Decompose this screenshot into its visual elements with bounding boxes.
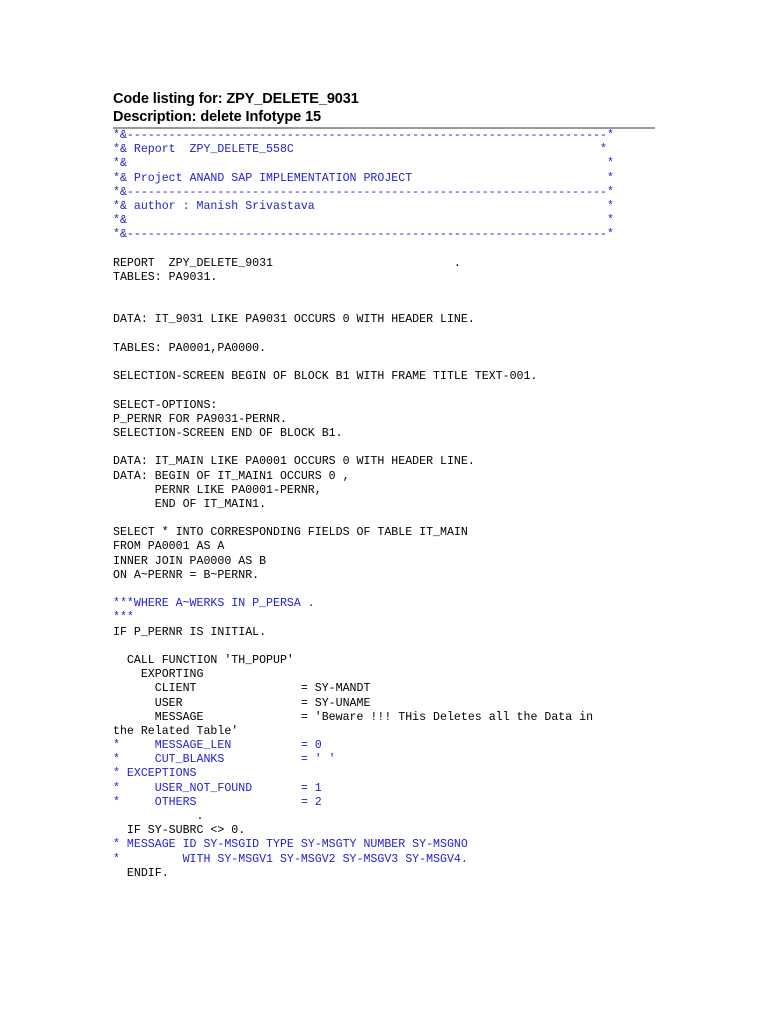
comment-line: *& Project ANAND SAP IMPLEMENTATION PROJECT *	[113, 171, 614, 185]
comment-line: * WITH SY-MSGV1 SY-MSGV2 SY-MSGV3 SY-MSGV4.	[113, 852, 468, 866]
code-line	[113, 285, 673, 299]
comment-line: * EXCEPTIONS	[113, 767, 197, 781]
code-line: MESSAGE = 'Beware !!! THis Deletes all the Data in	[113, 710, 594, 724]
document-page	[113, 90, 673, 881]
code-line: TABLES: PA9031.	[113, 270, 218, 284]
code-listing-title: Code listing for: ZPY_DELETE_9031	[113, 91, 359, 107]
code-line: DATA: BEGIN OF IT_MAIN1 OCCURS 0 ,	[113, 469, 350, 483]
code-line: CLIENT = SY-MANDT	[113, 682, 371, 696]
code-line: FROM PA0001 AS A	[113, 540, 225, 554]
code-line: EXPORTING	[113, 668, 204, 682]
code-line: END OF IT_MAIN1.	[113, 497, 267, 511]
comment-line: *& *	[113, 157, 614, 171]
code-description: Description: delete Infotype 15	[113, 109, 321, 125]
code-line	[113, 384, 673, 398]
code-line: IF SY-SUBRC <> 0.	[113, 824, 246, 838]
comment-line: * MESSAGE ID SY-MSGID TYPE SY-MSGTY NUMBER SY-MSGNO	[113, 838, 468, 852]
code-line: SELECT * INTO CORRESPONDING FIELDS OF TABLE IT_MAIN	[113, 526, 468, 540]
code-line	[113, 299, 673, 313]
code-line: DATA: IT_9031 LIKE PA9031 OCCURS 0 WITH HEADER LINE.	[113, 313, 475, 327]
code-line: ON A~PERNR = B~PERNR.	[113, 568, 260, 582]
code-line: .	[113, 810, 204, 823]
comment-line: ***	[113, 611, 134, 625]
code-line	[113, 583, 673, 597]
comment-line: * USER_NOT_FOUND = 1	[113, 781, 322, 795]
code-line	[113, 243, 673, 257]
code-line: REPORT ZPY_DELETE_9031 .	[113, 256, 461, 270]
code-line: ENDIF.	[113, 866, 169, 880]
code-listing	[113, 129, 673, 881]
code-line: DATA: IT_MAIN LIKE PA0001 OCCURS 0 WITH HEADER LINE.	[113, 455, 475, 469]
comment-line: * OTHERS = 2	[113, 795, 322, 809]
comment-line: *& Report ZPY_DELETE_558C *	[113, 143, 607, 157]
comment-line: *& *	[113, 214, 614, 228]
code-line	[113, 441, 673, 455]
code-line: TABLES: PA0001,PA0000.	[113, 341, 267, 355]
code-line: P_PERNR FOR PA9031-PERNR.	[113, 412, 287, 426]
code-line	[113, 328, 673, 342]
code-line: CALL FUNCTION 'TH_POPUP'	[113, 653, 294, 667]
code-line: SELECTION-SCREEN END OF BLOCK B1.	[113, 426, 343, 440]
code-line	[113, 640, 673, 654]
comment-line: *&---------------------------------------------------------------------*	[113, 185, 614, 199]
comment-line: * CUT_BLANKS = ' '	[113, 753, 336, 767]
code-line: USER = SY-UNAME	[113, 696, 371, 710]
code-line: SELECTION-SCREEN BEGIN OF BLOCK B1 WITH FRAME TITLE TEXT-001.	[113, 370, 538, 384]
code-line: PERNR LIKE PA0001-PERNR,	[113, 483, 322, 497]
comment-line: ***WHERE A~WERKS IN P_PERSA .	[113, 597, 315, 611]
code-line	[113, 512, 673, 526]
code-line: the Related Table'	[113, 724, 239, 738]
code-line: SELECT-OPTIONS:	[113, 398, 218, 412]
comment-line: *&---------------------------------------------------------------------*	[113, 129, 614, 142]
code-line: IF P_PERNR IS INITIAL.	[113, 625, 267, 639]
comment-line: *& author : Manish Srivastava *	[113, 199, 614, 213]
code-line: INNER JOIN PA0000 AS B	[113, 554, 267, 568]
comment-line: *&---------------------------------------------------------------------*	[113, 228, 614, 242]
comment-line: * MESSAGE_LEN = 0	[113, 739, 322, 753]
code-line	[113, 356, 673, 370]
